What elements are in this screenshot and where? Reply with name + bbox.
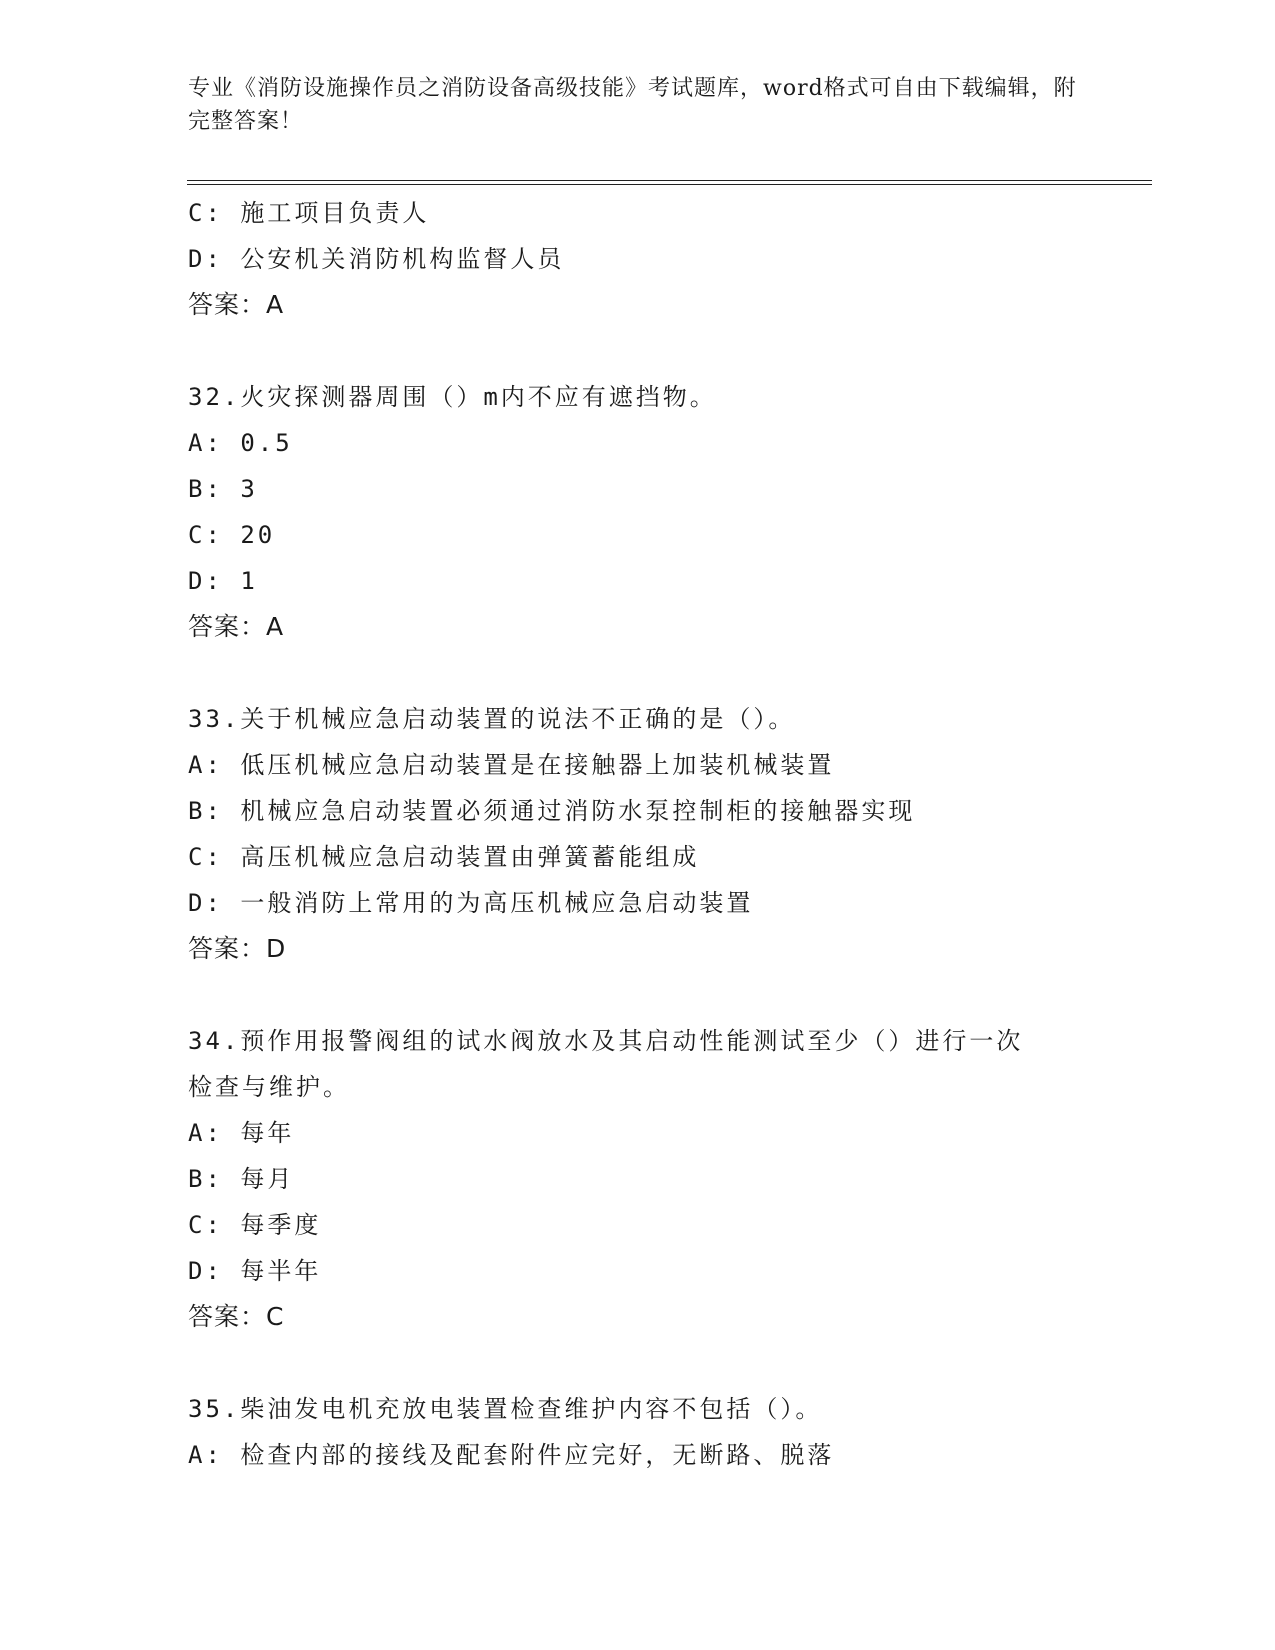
option-b: B: 机械应急启动装置必须通过消防水泵控制柜的接触器实现 <box>188 797 916 825</box>
option-a: A: 每年 <box>188 1119 295 1147</box>
document-header <box>188 72 1088 138</box>
question-34 <box>188 1018 1088 1340</box>
question-stem: 35.柴油发电机充放电装置检查维护内容不包括（）。 <box>188 1395 823 1423</box>
option-d: D: 每半年 <box>188 1257 322 1285</box>
option-b: B: 3 <box>188 475 258 503</box>
question-stem-line-1: 34.预作用报警阀组的试水阀放水及其启动性能测试至少（）进行一次 <box>188 1027 1024 1055</box>
question-33 <box>188 696 1088 972</box>
answer: 答案：C <box>188 1302 285 1331</box>
answer: 答案：A <box>188 612 285 641</box>
document-body <box>188 190 1088 1478</box>
option-b: B: 每月 <box>188 1165 295 1193</box>
option-c: C: 高压机械应急启动装置由弹簧蓄能组成 <box>188 843 700 871</box>
question-stem-line-2: 检查与维护。 <box>188 1073 350 1101</box>
spacer <box>188 650 1088 696</box>
spacer <box>188 1340 1088 1386</box>
question-stem: 32.火灾探测器周围（）m内不应有遮挡物。 <box>188 383 717 411</box>
spacer <box>188 972 1088 1018</box>
question-31-tail <box>188 190 1088 328</box>
option-a: A: 低压机械应急启动装置是在接触器上加装机械装置 <box>188 751 835 779</box>
option-a: A: 0.5 <box>188 429 293 457</box>
header-text: 专业《消防设施操作员之消防设备高级技能》考试题库，word格式可自由下载编辑，附完整答案！ <box>188 76 1077 134</box>
option-d: D: 一般消防上常用的为高压机械应急启动装置 <box>188 889 754 917</box>
option-a: A: 检查内部的接线及配套附件应完好，无断路、脱落 <box>188 1441 835 1469</box>
answer: 答案：D <box>188 934 287 963</box>
spacer <box>188 328 1088 374</box>
option-c: C: 20 <box>188 521 276 549</box>
option-d: D: 公安机关消防机构监督人员 <box>188 245 565 273</box>
question-32 <box>188 374 1088 650</box>
option-c: C: 施工项目负责人 <box>188 199 430 227</box>
question-35 <box>188 1386 1088 1478</box>
question-stem: 33.关于机械应急启动装置的说法不正确的是（）。 <box>188 705 796 733</box>
option-c: C: 每季度 <box>188 1211 322 1239</box>
answer: 答案：A <box>188 290 285 319</box>
option-d: D: 1 <box>188 567 258 595</box>
header-divider <box>187 180 1152 185</box>
